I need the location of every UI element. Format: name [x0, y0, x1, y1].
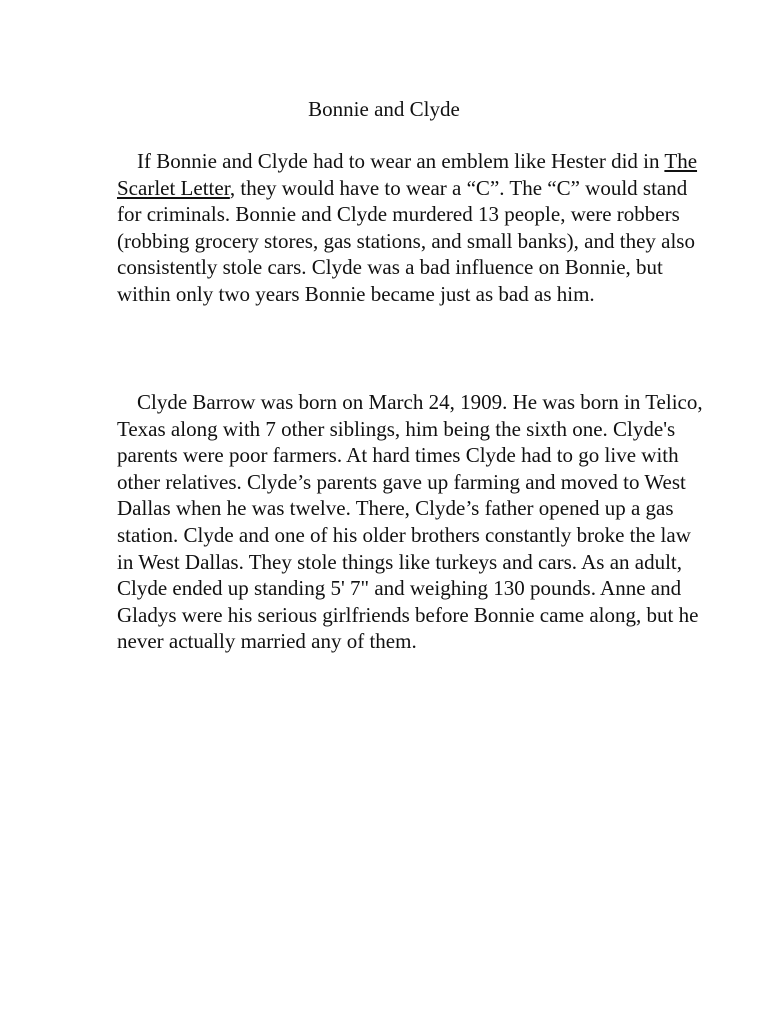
paragraph-emblem-intro: If Bonnie and Clyde had to wear an emblem like Hester did in	[137, 149, 665, 173]
page-title: Bonnie and Clyde	[308, 97, 460, 121]
book-title: The Scarlet Letter	[117, 149, 698, 200]
paragraph-clyde-biography: Clyde Barrow was born on March 24, 1909. He was born in Telico, Texas along with 7 other siblings, him being the sixth one. Clyde's parents were poor farmers. At hard times Clyde had to go live with other relatives. Clyde’s parents gave up farming and moved to West Dallas when he was twelve. There, Clyde’s father opened up a gas station. Clyde and one of his older brothers constantly broke the law in West Dallas. They stole things like turkeys and cars. As an adult, Clyde ended up standing 5' 7" and weighing 130 pounds. Anne and Gladys were his serious girlfriends before Bonnie came along, but he never actually married any of them.	[117, 390, 703, 654]
paragraph-emblem	[117, 148, 707, 308]
paragraph-emblem-rest: , they would have to wear a “C”. The “C” would stand for criminals. Bonnie and Clyde murdered 13 people, were robbers (robbing grocery stores, gas stations, and small banks), and they also consistently stole cars. Clyde was a bad influence on Bonnie, but within only two years Bonnie became just as bad as him.	[117, 175, 695, 306]
